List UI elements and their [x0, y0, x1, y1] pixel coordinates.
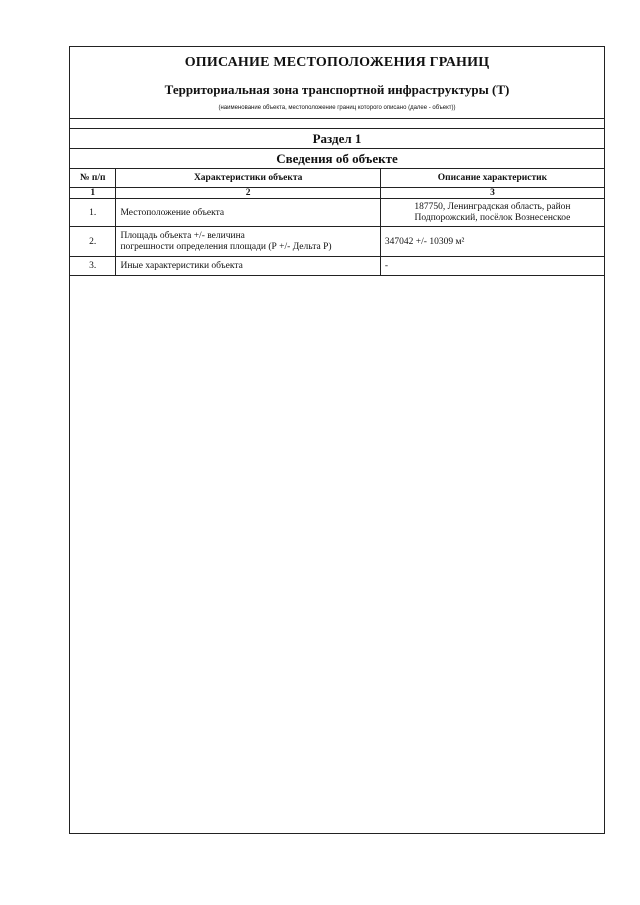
document-frame	[69, 46, 605, 834]
column-number-2: 2	[116, 188, 380, 199]
row-characteristic: Местоположение объекта	[116, 199, 380, 227]
title-block	[70, 47, 604, 119]
table-row	[70, 199, 604, 227]
header-number: № п/п	[70, 169, 116, 188]
section-heading: Раздел 1	[70, 129, 604, 149]
row-description	[380, 199, 604, 227]
row-number: 1.	[70, 199, 116, 227]
info-heading: Сведения об объекте	[70, 149, 604, 169]
description-line: Подпорожский, посёлок Вознесенское	[414, 212, 571, 223]
object-name: Территориальная зона транспортной инфраструктуры (Т)	[164, 82, 510, 97]
column-number-row	[70, 188, 604, 199]
characteristic-line: погрешности определения площади (Р +/- Дельта Р)	[120, 241, 332, 252]
column-number-1: 1	[70, 188, 116, 199]
object-info-table	[70, 169, 604, 276]
table-row	[70, 227, 604, 257]
header-description: Описание характеристик	[380, 169, 604, 188]
header-characteristic: Характеристики объекта	[116, 169, 380, 188]
document-title: ОПИСАНИЕ МЕСТОПОЛОЖЕНИЯ ГРАНИЦ	[184, 55, 490, 70]
characteristic-line: Площадь объекта +/- величина	[120, 230, 245, 241]
table-header-row	[70, 169, 604, 188]
description-line: 187750, Ленинградская область, район	[414, 201, 571, 212]
table-row	[70, 257, 604, 276]
row-characteristic: Иные характеристики объекта	[116, 257, 380, 276]
object-caption: (наименование объекта, местоположение границ которого описано (далее - объект))	[218, 105, 456, 111]
row-description: 347042 +/- 10309 м²	[380, 227, 604, 257]
row-number: 2.	[70, 227, 116, 257]
row-description: -	[380, 257, 604, 276]
row-number: 3.	[70, 257, 116, 276]
row-characteristic	[116, 227, 380, 257]
column-number-3: 3	[380, 188, 604, 199]
spacer-row	[70, 119, 604, 129]
